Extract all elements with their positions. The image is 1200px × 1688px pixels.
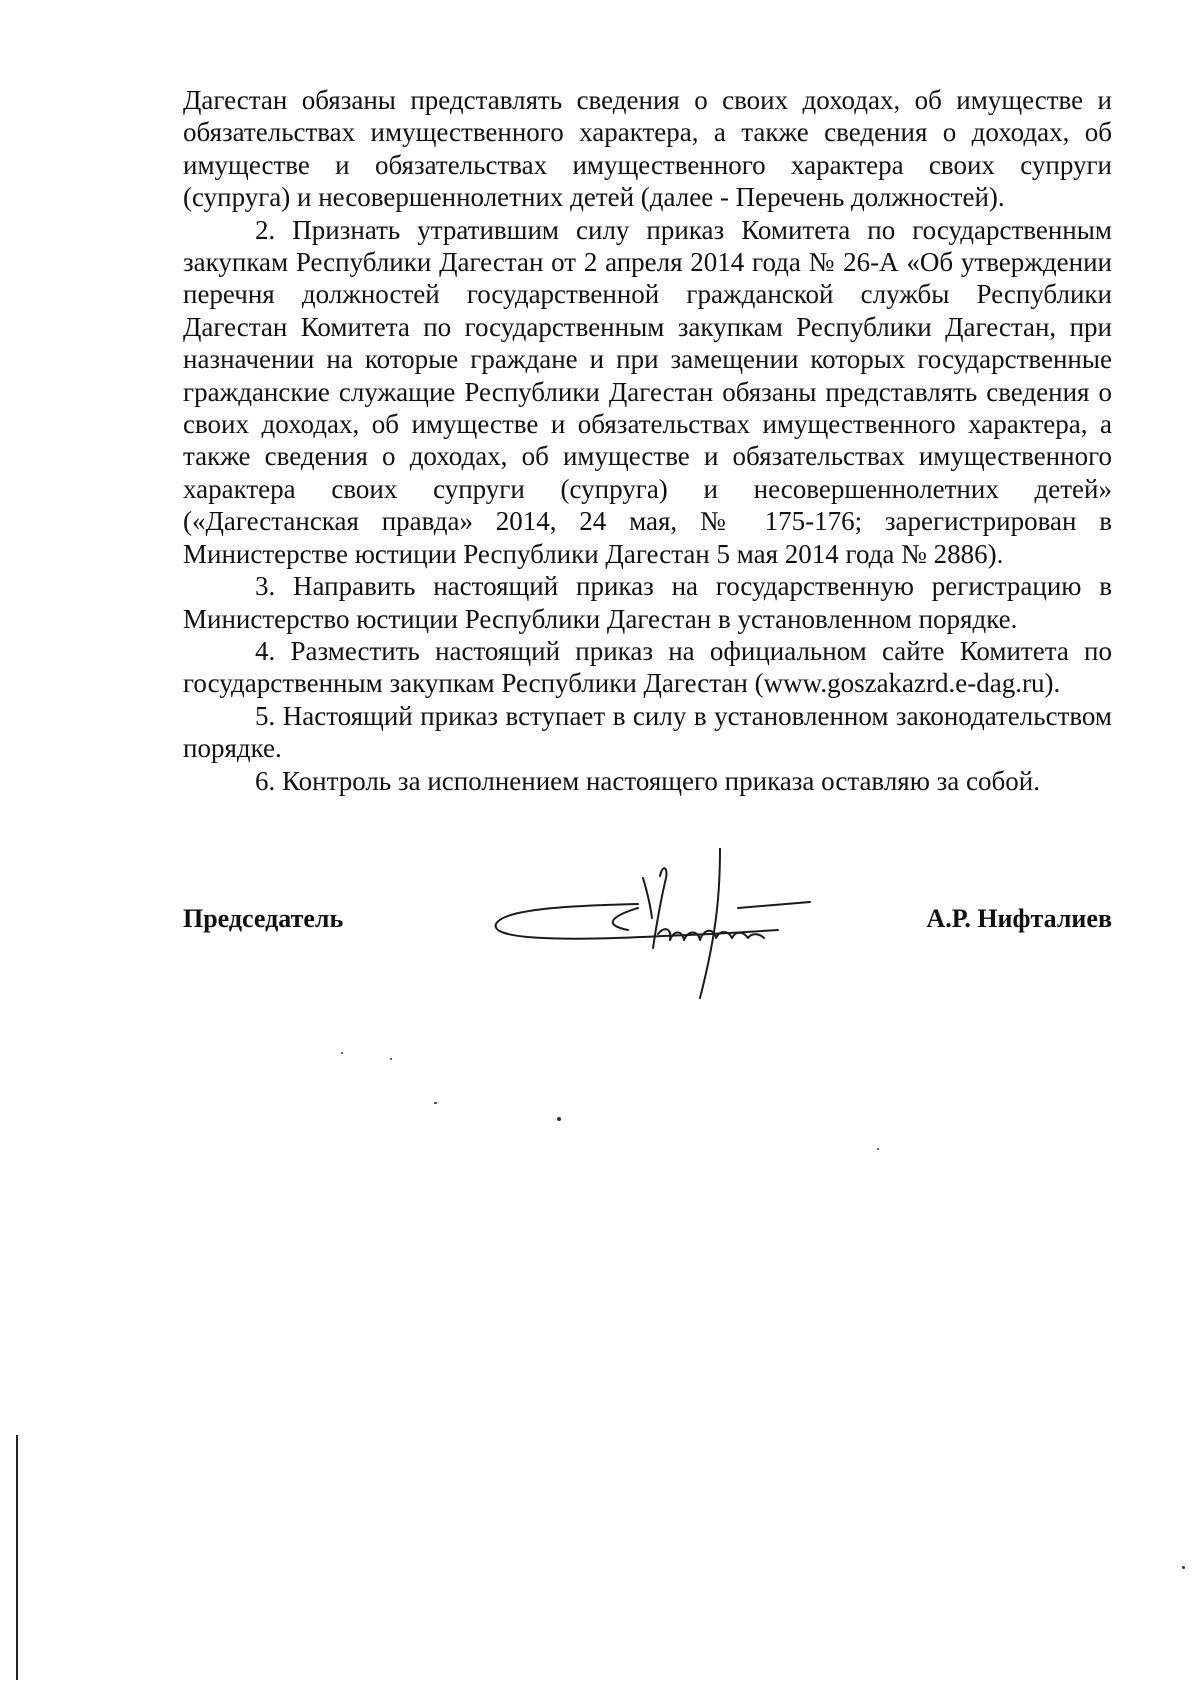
scan-speck (1182, 1566, 1185, 1569)
paragraph-4: 4. Разместить настоящий приказ на официальном сайте Комитета по государственным закупкам Республики Дагестан (www.goszakazrd.e-dag.ru). (183, 635, 1112, 699)
handwritten-signature (488, 848, 818, 1008)
paragraph-continuation: Дагестан обязаны представлять сведения о своих доходах, об имуществе и обязательствах имущественного характера, а также сведения о доходах, об имуществе и обязательствах имущественного характера своих супруги (супруга) и несовершеннолетних детей (далее - Перечень должностей). (183, 85, 1112, 213)
scan-speck (434, 1102, 437, 1104)
signer-name: А.Р. Нифталиев (926, 904, 1112, 933)
scan-speck (877, 1148, 879, 1150)
paragraph-2: 2. Признать утратившим силу приказ Комитета по государственным закупкам Республики Дагестан от 2 апреля 2014 года № 26-А «Об утверждении перечня должностей государственной гражданской службы Республики Дагестан Комитета по государственным закупкам Республики Дагестан, при назначении на которые граждане и при замещении которых государственные гражданские служащие Республики Дагестан обязаны представлять сведения о своих доходах, об имуществе и обязательствах имущественного характера, а также сведения о доходах, об имуществе и обязательствах имущественного характера своих супруги (супруга) и несовершеннолетних детей» («Дагестанская правда» 2014, 24 мая, № 175-176; зарегистрирован в Министерстве юстиции Республики Дагестан 5 мая 2014 года № 2886). (183, 214, 1112, 569)
paragraph-3: 3. Направить настоящий приказ на государственную регистрацию в Министерство юстиции Республики Дагестан в установленном порядке. (183, 571, 1112, 634)
scan-margin-line (16, 1435, 18, 1680)
paragraph-6: 6. Контроль за исполнением настоящего приказа оставляю за собой. (255, 765, 1040, 796)
signature-block (183, 848, 1112, 1008)
scan-speck (557, 1117, 561, 1121)
scan-speck (341, 1052, 343, 1054)
document-body (183, 84, 1112, 797)
paragraph-5: 5. Настоящий приказ вступает в силу в установленном законодательством порядке. (183, 700, 1112, 764)
signer-position: Председатель (183, 904, 344, 933)
scan-speck (390, 1058, 392, 1060)
